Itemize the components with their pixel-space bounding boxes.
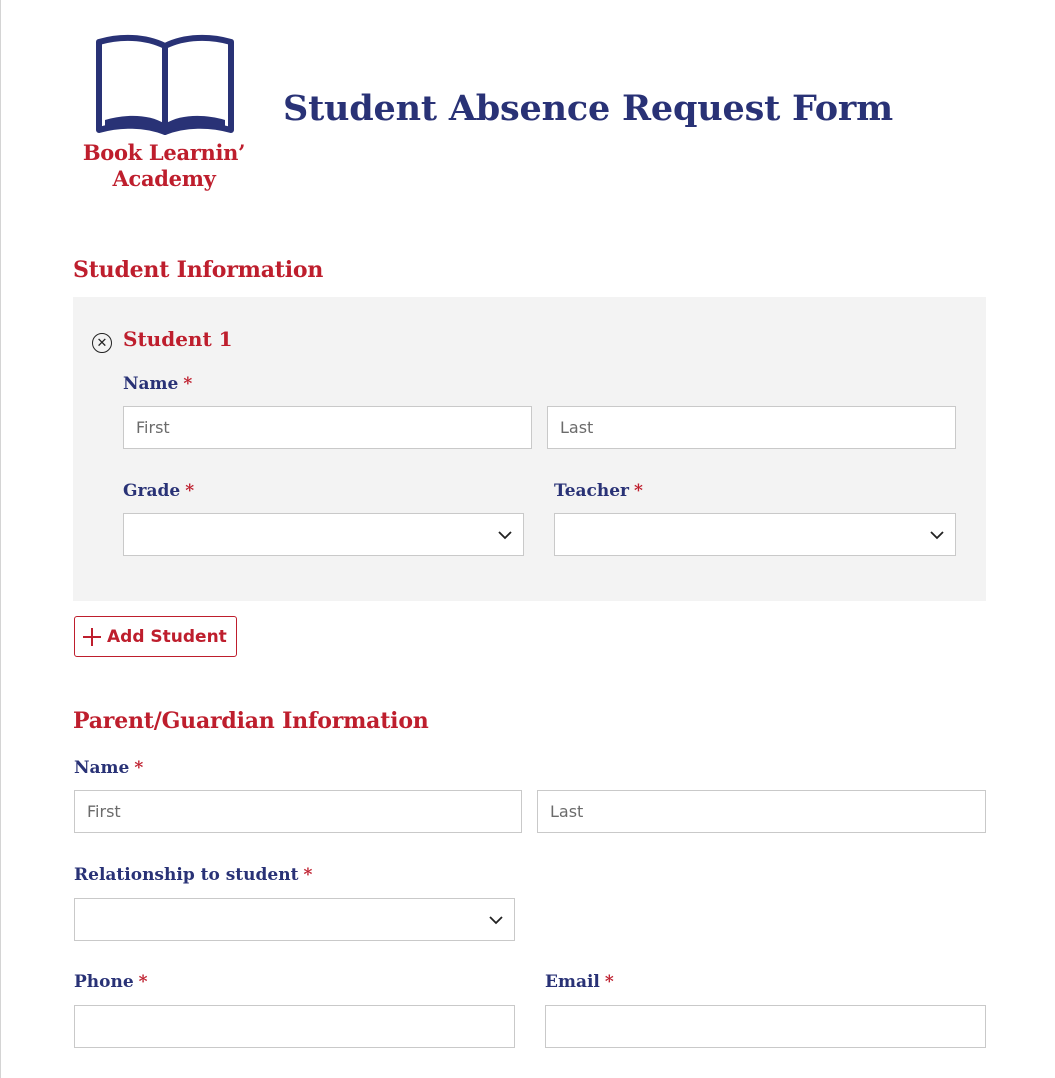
student-name-label [123, 374, 192, 394]
email-label [545, 972, 614, 992]
required-mark: * [183, 374, 193, 394]
student-last-name-input[interactable] [547, 406, 956, 449]
student-information-heading: Student Information [73, 257, 324, 283]
page-title: Student Absence Request Form [283, 88, 893, 129]
student-first-name-input[interactable] [123, 406, 532, 449]
email-label-text: Email [545, 972, 600, 992]
phone-label-text: Phone [74, 972, 134, 992]
logo-line-2: Academy [112, 166, 216, 191]
add-student-label: Add Student [107, 626, 227, 647]
required-mark: * [634, 481, 643, 501]
required-mark: * [185, 481, 195, 501]
plus-icon [83, 628, 101, 646]
required-mark: * [303, 865, 313, 885]
phone-label [74, 972, 148, 992]
parent-first-name-input[interactable] [74, 790, 522, 833]
student-name-label-text: Name [123, 374, 179, 394]
required-mark: * [604, 972, 614, 992]
teacher-label [554, 481, 643, 501]
parent-information-heading: Parent/Guardian Information [73, 708, 429, 734]
school-logo [73, 32, 255, 200]
phone-input[interactable] [74, 1005, 515, 1048]
grade-label-text: Grade [123, 481, 181, 501]
chevron-down-icon [929, 528, 945, 542]
grade-select[interactable] [123, 513, 524, 556]
logo-line-1: Book Learnin’ [82, 140, 246, 165]
required-mark: * [138, 972, 148, 992]
relationship-label-text: Relationship to student [74, 865, 299, 885]
open-book-logo-icon [95, 34, 235, 136]
add-student-button[interactable] [74, 616, 237, 657]
chevron-down-icon [488, 913, 504, 927]
grade-label [123, 481, 194, 501]
remove-circle-icon[interactable]: ✕ [92, 333, 112, 353]
parent-name-label-text: Name [74, 758, 130, 778]
required-mark: * [134, 758, 144, 778]
relationship-select[interactable] [74, 898, 515, 941]
relationship-label [74, 865, 312, 885]
student-title: Student 1 [123, 327, 233, 351]
chevron-down-icon [497, 528, 513, 542]
email-input[interactable] [545, 1005, 986, 1048]
parent-name-label [74, 758, 143, 778]
teacher-label-text: Teacher [554, 481, 630, 501]
parent-last-name-input[interactable] [537, 790, 986, 833]
teacher-select[interactable] [554, 513, 956, 556]
